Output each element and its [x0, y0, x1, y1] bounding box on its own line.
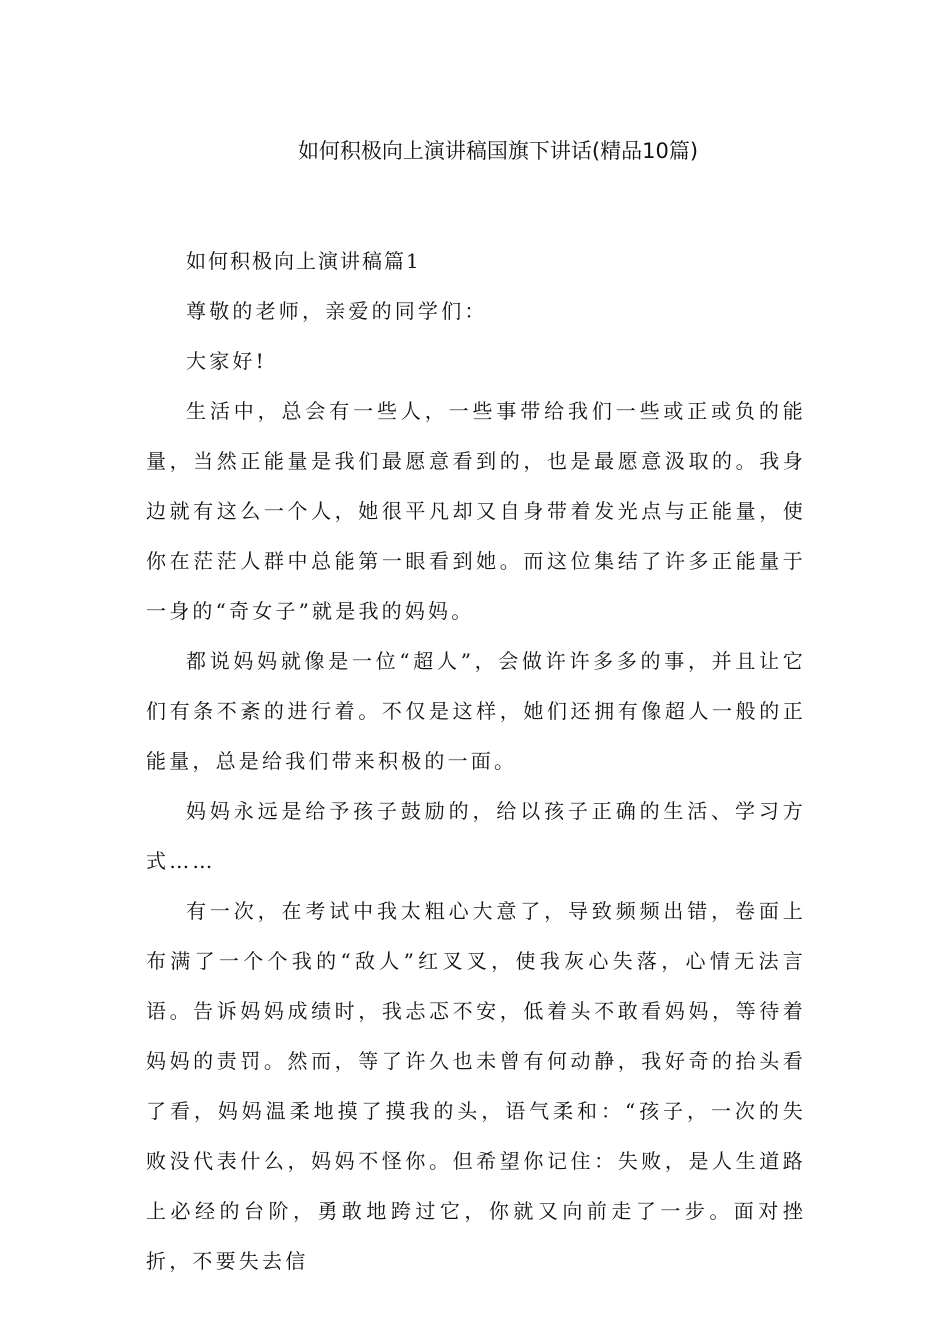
document-body — [146, 236, 806, 1286]
document-title: 如何积极向上演讲稿国旗下讲话(精品10篇) — [297, 139, 699, 163]
greeting: 大家好! — [186, 349, 267, 373]
section-heading: 如何积极向上演讲稿篇1 — [186, 249, 421, 273]
paragraph-2: 都说妈妈就像是一位“超人”，会做许许多多的事，并且让它们有条不紊的进行着。不仅是这样，她们还拥有像超人一般的正能量，总是给我们带来积极的一面。 — [146, 649, 806, 773]
paragraph-4: 有一次，在考试中我太粗心大意了，导致频频出错，卷面上布满了一个个我的“敌人”红叉叉，使我灰心失落，心情无法言语。告诉妈妈成绩时，我忐忑不安，低着头不敢看妈妈，等待着妈妈的责罚。然而，等了许久也未曾有何动静，我好奇的抬头看了看，妈妈温柔地摸了摸我的头，语气柔和：“孩子，一次的失败没代表什么，妈妈不怪你。但希望你记住：失败，是人生道路上必经的台阶，勇敢地跨过它，你就又向前走了一步。面对挫折，不要失去信 — [146, 899, 806, 1273]
paragraph-1: 生活中，总会有一些人，一些事带给我们一些或正或负的能量，当然正能量是我们最愿意看到的，也是最愿意汲取的。我身边就有这么一个人，她很平凡却又自身带着发光点与正能量，使你在茫茫人群中总能第一眼看到她。而这位集结了许多正能量于一身的“奇女子”就是我的妈妈。 — [146, 399, 806, 623]
salutation: 尊敬的老师，亲爱的同学们： — [186, 299, 488, 323]
paragraph-3: 妈妈永远是给予孩子鼓励的，给以孩子正确的生活、学习方式…… — [146, 799, 806, 873]
